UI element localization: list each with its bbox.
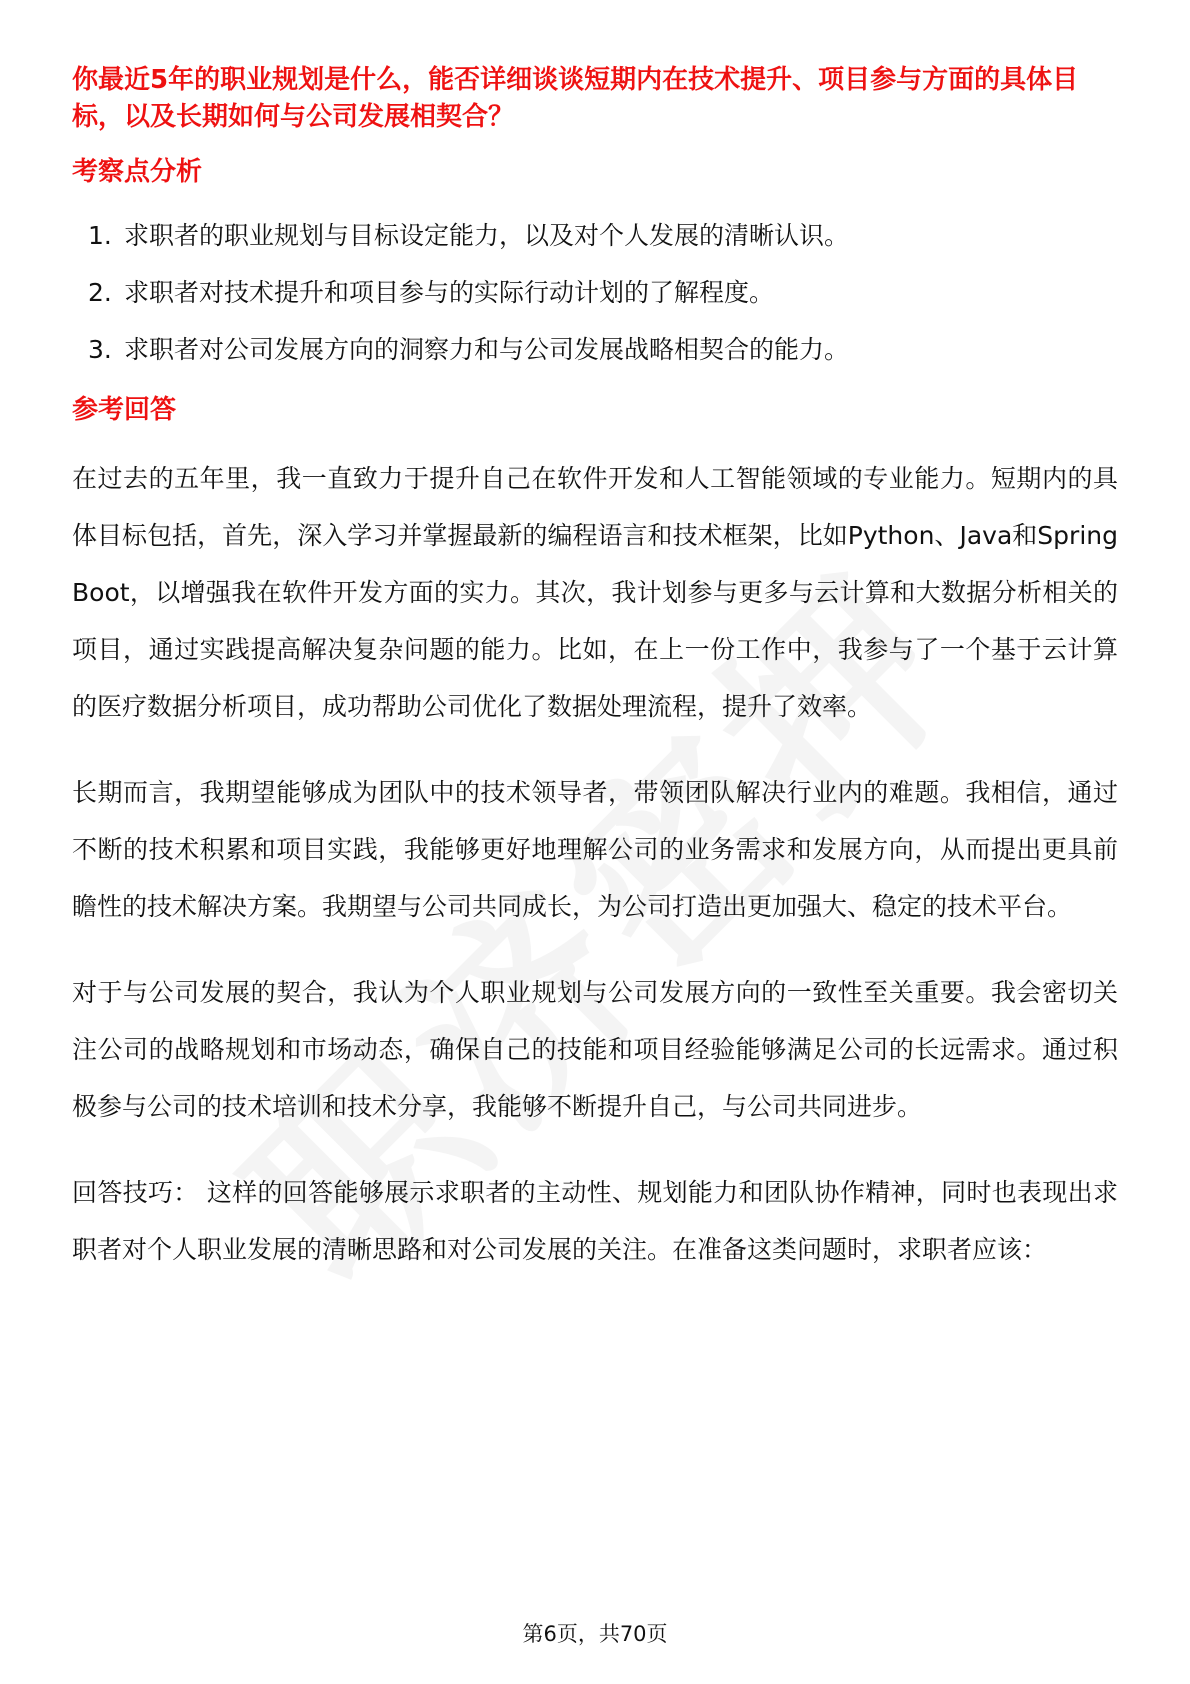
list-item-number: 1. [88,221,112,250]
list-item-number: 2. [88,278,112,307]
list-item-text: 求职者的职业规划与目标设定能力，以及对个人发展的清晰认识。 [124,221,850,250]
question-title: 你最近5年的职业规划是什么，能否详细谈谈短期内在技术提升、项目参与方面的具体目标，以及长期如何与公司发展相契合？ [72,65,1079,132]
answer-paragraph: 长期而言，我期望能够成为团队中的技术领导者，带领团队解决行业内的难题。我相信，通过不断的技术积累和项目实践，我能够更好地理解公司的业务需求和发展方向，从而提出更具前瞻性的技术解决方案。我期望与公司共同成长，为公司打造出更加强大、稳定的技术平台。 [72,778,1118,921]
list-item-text: 求职者对技术提升和项目参与的实际行动计划的了解程度。 [124,278,775,307]
list-item [72,331,1118,368]
document-page [72,62,1118,1278]
answer-heading: 参考回答 [72,395,177,425]
list-item-number: 3. [88,335,112,364]
answer-paragraph: 在过去的五年里，我一直致力于提升自己在软件开发和人工智能领域的专业能力。短期内的具体目标包括，首先，深入学习并掌握最新的编程语言和技术框架，比如Python、Java和Spring Boot，以增强我在软件开发方面的实力。其次，我计划参与更多与云计算和大数据分析相关的项目，通过实践提高解决复杂问题的能力。比如，在上一份工作中，我参与了一个基于云计算的医疗数据分析项目，成功帮助公司优化了数据处理流程，提升了效率。 [72,464,1118,721]
list-item-text: 求职者对公司发展方向的洞察力和与公司发展战略相契合的能力。 [124,335,850,364]
answer-tips-paragraph: 回答技巧： 这样的回答能够展示求职者的主动性、规划能力和团队协作精神，同时也表现出求职者对个人职业发展的清晰思路和对公司发展的关注。在准备这类问题时，求职者应该： [72,1178,1118,1264]
analysis-list [72,217,1118,368]
analysis-heading: 考察点分析 [72,157,203,187]
page-number-footer: 第6页，共70页 [522,1622,668,1646]
list-item [72,217,1118,254]
answer-paragraph: 对于与公司发展的契合，我认为个人职业规划与公司发展方向的一致性至关重要。我会密切关注公司的战略规划和市场动态，确保自己的技能和项目经验能够满足公司的长远需求。通过积极参与公司的技术培训和技术分享，我能够不断提升自己，与公司共同进步。 [72,978,1118,1121]
list-item [72,274,1118,311]
